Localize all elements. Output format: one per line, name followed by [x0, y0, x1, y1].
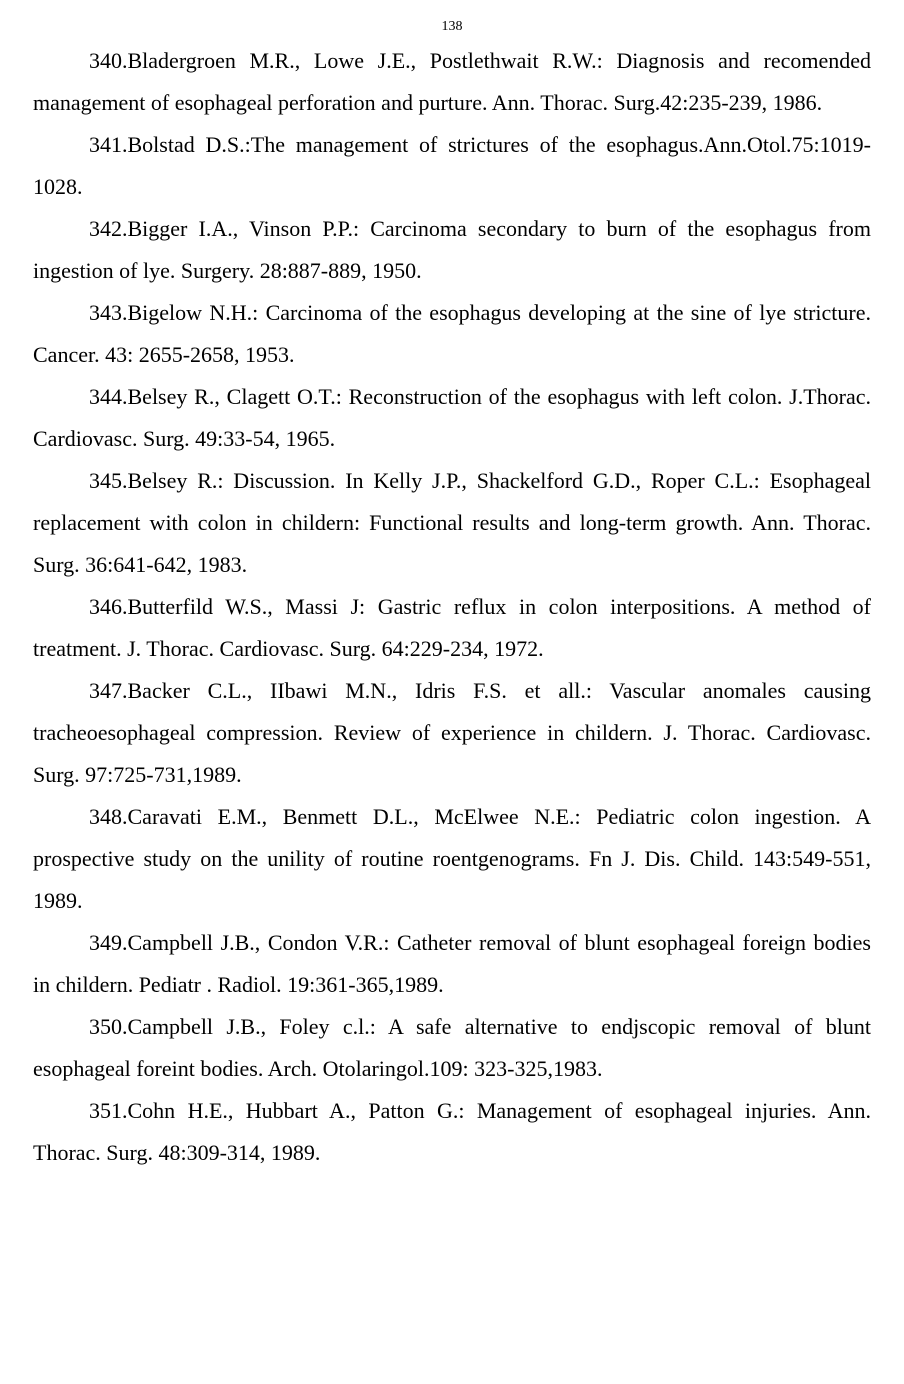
reference-343: 343.Bigelow N.H.: Carcinoma of the esophagus developing at the sine of lye stricture. Cancer. 43: 2655-2658, 1953.	[33, 300, 871, 367]
reference-340: 340.Bladergroen M.R., Lowe J.E., Postlethwait R.W.: Diagnosis and recomended management of esophageal perforation and purture. Ann. Thorac. Surg.42:235-239, 1986.	[33, 48, 871, 115]
reference-342: 342.Bigger I.A., Vinson P.P.: Carcinoma secondary to burn of the esophagus from ingestion of lye. Surgery. 28:887-889, 1950.	[33, 216, 871, 283]
reference-341: 341.Bolstad D.S.:The management of strictures of the esophagus.Ann.Otol.75:1019-1028.	[33, 132, 871, 199]
page-number: 138	[441, 19, 463, 34]
reference-344: 344.Belsey R., Clagett O.T.: Reconstruction of the esophagus with left colon. J.Thorac. Cardiovasc. Surg. 49:33-54, 1965.	[33, 384, 871, 451]
reference-350: 350.Campbell J.B., Foley c.l.: A safe alternative to endjscopic removal of blunt esophageal foreint bodies. Arch. Otolaringol.109: 323-325,1983.	[33, 1014, 871, 1081]
reference-349: 349.Campbell J.B., Condon V.R.: Catheter removal of blunt esophageal foreign bodies in childern. Pediatr . Radiol. 19:361-365,1989.	[33, 930, 871, 997]
reference-list	[33, 40, 871, 1174]
reference-345: 345.Belsey R.: Discussion. In Kelly J.P., Shackelford G.D., Roper C.L.: Esophageal replacement with colon in childern: Functional results and long-term growth. Ann. Thorac. Surg. 36:641-642, 1983.	[33, 468, 871, 577]
reference-351: 351.Cohn H.E., Hubbart A., Patton G.: Management of esophageal injuries. Ann. Thorac. Surg. 48:309-314, 1989.	[33, 1098, 871, 1165]
reference-347: 347.Backer C.L., IIbawi M.N., Idris F.S. et all.: Vascular anomales causing tracheoesophageal compression. Review of experience in childern. J. Thorac. Cardiovasc. Surg. 97:725-731,1989.	[33, 678, 871, 787]
reference-346: 346.Butterfild W.S., Massi J: Gastric reflux in colon interpositions. A method of treatment. J. Thorac. Cardiovasc. Surg. 64:229-234, 1972.	[33, 594, 871, 661]
reference-348: 348.Caravati E.M., Benmett D.L., McElwee N.E.: Pediatric colon ingestion. A prospective study on the unility of routine roentgenograms. Fn J. Dis. Child. 143:549-551, 1989.	[33, 804, 871, 913]
